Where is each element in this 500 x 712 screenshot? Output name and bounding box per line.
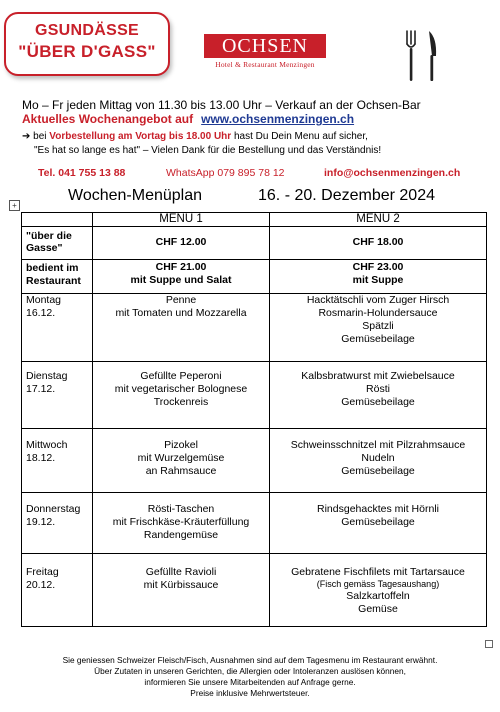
menu-plan-dates: 16. - 20. Dezember 2024 xyxy=(258,187,435,204)
menu-plan-title: Wochen-Menüplan xyxy=(68,187,203,204)
table-header-row xyxy=(22,213,487,227)
day-row-wednesday xyxy=(22,429,487,493)
dish-line: Randengemüse xyxy=(143,529,219,541)
menu-2-dish xyxy=(270,362,487,429)
day-name: Dienstag xyxy=(26,370,68,382)
menu-1-dish xyxy=(93,429,270,493)
day-row-thursday xyxy=(22,493,487,554)
day-date: 17.12. xyxy=(26,383,56,395)
fork-knife-icon xyxy=(402,28,442,84)
dish-line: Gefüllte Peperoni xyxy=(140,370,222,382)
weekly-offer-line xyxy=(22,112,354,126)
menu-1-dish xyxy=(93,362,270,429)
slogan-line-1: GSUNDÄSSE xyxy=(34,22,140,39)
menu-1-dish xyxy=(93,294,270,362)
price-value: CHF 21.00 xyxy=(155,261,207,273)
opening-hours: Mo – Fr jeden Mittag von 11.30 bis 13.00 Uhr – Verkauf an der Ochsen-Bar xyxy=(22,98,421,112)
dish-note: (Fisch gemäss Tagesaushang) xyxy=(316,579,440,589)
day-row-friday xyxy=(22,554,487,627)
menu-2-dish xyxy=(270,294,487,362)
footer-notes xyxy=(0,655,500,699)
menu-2-dish xyxy=(270,429,487,493)
price-menu-2 xyxy=(270,227,487,260)
menu-table xyxy=(21,212,487,627)
dish-line: Gemüsebeilage xyxy=(341,396,415,408)
dish-line: Salzkartoffeln xyxy=(346,590,410,602)
price-menu-1 xyxy=(93,227,270,260)
day-name: Donnerstag xyxy=(26,503,81,515)
menu-2-dish xyxy=(270,493,487,554)
whatsapp-number[interactable]: WhatsApp 079 895 78 12 xyxy=(166,167,285,179)
logo-tagline: Hotel & Restaurant Menzingen xyxy=(215,60,315,69)
contact-bar xyxy=(0,167,500,181)
dish-line: Pizokel xyxy=(164,439,198,451)
dish-line: Rösti xyxy=(366,383,390,395)
menu-2-dish xyxy=(270,554,487,627)
day-cell xyxy=(22,554,93,627)
website-link[interactable]: www.ochsenmenzingen.ch xyxy=(201,112,355,126)
preorder-note-line-2: "Es hat so lange es hat" – Vielen Dank für die Bestellung und das Verständnis! xyxy=(34,145,382,156)
dish-line: Gebratene Fischfilets mit Tartarsauce xyxy=(291,566,465,578)
dish-line: an Rahmsauce xyxy=(145,465,217,477)
day-cell xyxy=(22,429,93,493)
dish-line: Rindsgehacktes mit Hörnli xyxy=(317,503,439,515)
header-cell-empty xyxy=(22,213,93,227)
move-handle-icon[interactable]: + xyxy=(9,200,20,211)
day-row-monday xyxy=(22,294,487,362)
price-row-label: "über die Gasse" xyxy=(22,227,93,260)
day-name: Mittwoch xyxy=(26,439,68,451)
menu-1-dish xyxy=(93,493,270,554)
price-menu-1 xyxy=(93,260,270,294)
price-note: mit Suppe xyxy=(352,274,404,286)
day-date: 16.12. xyxy=(26,307,56,319)
dish-line: Gemüsebeilage xyxy=(341,333,415,345)
price-value: CHF 23.00 xyxy=(352,261,404,273)
price-value: CHF 18.00 xyxy=(352,236,404,248)
price-menu-2 xyxy=(270,260,487,294)
preorder-suffix: hast Du Dein Menu auf sicher, xyxy=(231,131,368,142)
dish-line: Schweinsschnitzel mit Pilzrahmsauce xyxy=(290,439,466,451)
footer-line: Sie geniessen Schweizer Fleisch/Fisch, Ausnahmen sind auf dem Tagesmenu im Restaurant erwähnt. xyxy=(62,655,438,665)
dish-line: mit Wurzelgemüse xyxy=(137,452,225,464)
dish-line: mit Tomaten und Mozzarella xyxy=(115,307,247,319)
day-date: 19.12. xyxy=(26,516,56,528)
price-row-label: bedient im Restaurant xyxy=(22,260,93,294)
price-row-takeaway xyxy=(22,227,487,260)
dish-line: Rösti-Taschen xyxy=(147,503,215,515)
resize-handle[interactable] xyxy=(485,640,493,648)
preorder-note xyxy=(22,131,368,142)
dish-line: mit vegetarischer Bolognese xyxy=(114,383,248,395)
preorder-deadline: Vorbestellung am Vortag bis 18.00 Uhr xyxy=(49,131,232,142)
day-name: Montag xyxy=(26,294,62,306)
dish-line: mit Kürbissauce xyxy=(143,579,219,591)
day-name: Freitag xyxy=(26,566,59,578)
day-date: 18.12. xyxy=(26,452,56,464)
header-menu-2: MENU 2 xyxy=(270,213,487,227)
dish-line: Penne xyxy=(165,294,197,306)
dish-line: Gefüllte Ravioli xyxy=(145,566,217,578)
day-row-tuesday xyxy=(22,362,487,429)
ochsen-logo xyxy=(204,34,326,74)
preorder-prefix: ➔ bei xyxy=(22,131,50,142)
price-row-restaurant xyxy=(22,260,487,294)
dish-line: Gemüsebeilage xyxy=(341,465,415,477)
dish-line: Gemüse xyxy=(358,603,398,615)
footer-line: informieren Sie unsere Mitarbeitenden auf Anfrage gerne. xyxy=(144,677,356,687)
dish-line: Hacktätschli vom Zuger Hirsch xyxy=(306,294,450,306)
dish-line: Kalbsbratwurst mit Zwiebelsauce xyxy=(301,370,455,382)
day-date: 20.12. xyxy=(26,579,56,591)
dish-line: Rosmarin-Holundersauce xyxy=(318,307,438,319)
logo-name: OCHSEN xyxy=(204,34,326,58)
dish-line: Nudeln xyxy=(361,452,395,464)
weekly-offer-label: Aktuelles Wochenangebot auf xyxy=(22,112,194,126)
footer-line: Preise inklusive Mehrwertsteuer. xyxy=(190,688,310,698)
price-value: CHF 12.00 xyxy=(155,236,207,248)
slogan-line-2: "ÜBER D'GASS" xyxy=(18,42,156,61)
email-address[interactable]: info@ochsenmenzingen.ch xyxy=(324,167,461,179)
day-cell xyxy=(22,362,93,429)
dish-line: Spätzli xyxy=(362,320,394,332)
phone-number[interactable]: Tel. 041 755 13 88 xyxy=(38,167,126,179)
dish-line: mit Frischkäse-Kräuterfüllung xyxy=(112,516,250,528)
footer-line: Über Zutaten in unseren Gerichten, die Allergien oder Intoleranzen auslösen können, xyxy=(94,666,406,676)
day-cell xyxy=(22,294,93,362)
dish-line: Gemüsebeilage xyxy=(341,516,415,528)
header-menu-1: MENU 1 xyxy=(93,213,270,227)
dish-line: Trockenreis xyxy=(153,396,209,408)
menu-1-dish xyxy=(93,554,270,627)
slogan-badge xyxy=(4,12,170,76)
price-note: mit Suppe und Salat xyxy=(130,274,232,286)
day-cell xyxy=(22,493,93,554)
